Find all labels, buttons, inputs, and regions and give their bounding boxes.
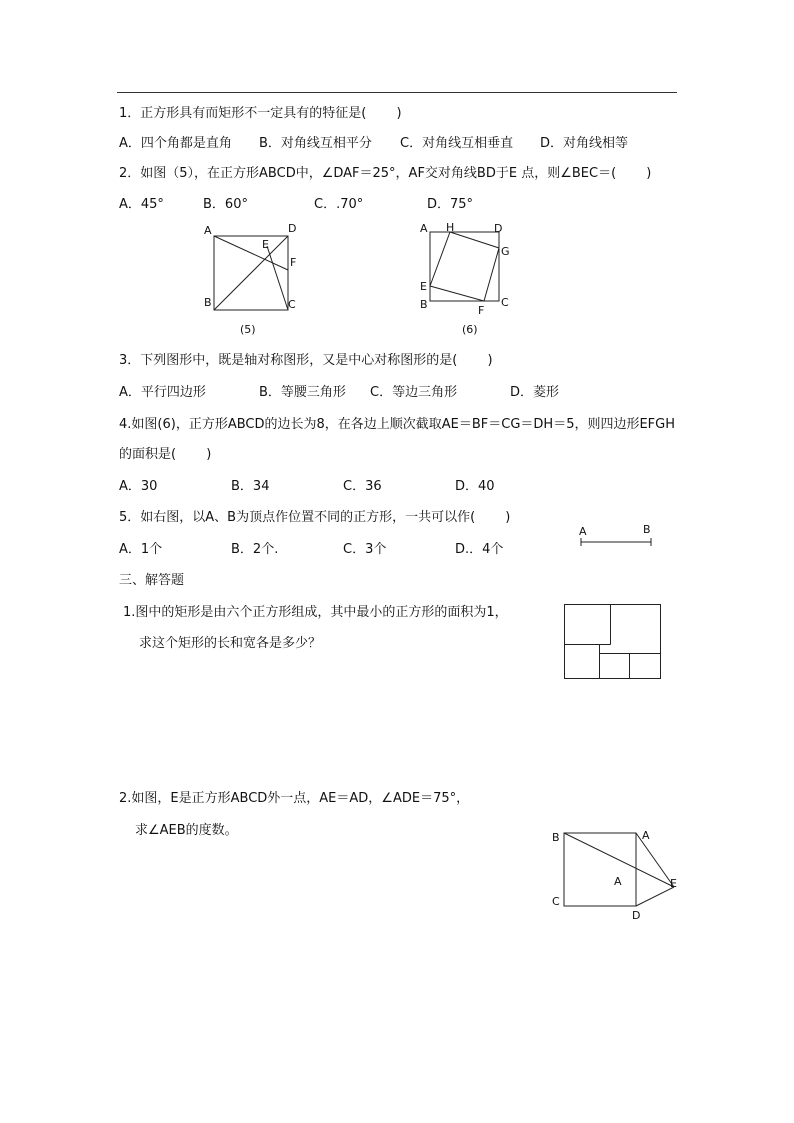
q5-label-a: A <box>579 525 587 538</box>
q4-option-c: C．36 <box>343 479 382 494</box>
fig6-label-e: E <box>420 280 427 293</box>
question-2: 2．如图（5），在正方形ABCD中，∠DAF＝25°，AF交对角线BD于E 点，则∠BEC＝( ) <box>119 166 652 181</box>
fig6-label-d: D <box>494 222 503 235</box>
q5-segment-figure <box>575 520 660 550</box>
q2-option-b: B．60° <box>203 197 248 212</box>
figure-5 <box>200 218 310 343</box>
q5-option-d: D.．4个 <box>455 542 504 557</box>
fig5-diagonal-bd <box>214 236 288 310</box>
q5-label-b: B <box>643 523 651 536</box>
fig5-label-d: D <box>288 222 297 235</box>
question-4-line-2: 的面积是( ) <box>119 447 212 462</box>
fig6-caption: (6) <box>462 323 478 336</box>
question-5: 5．如右图，以A、B为顶点作位置不同的正方形，一共可以作( ) <box>119 510 511 525</box>
fig5-label-a: A <box>204 224 212 237</box>
q3-option-b: B．等腰三角形 <box>259 385 346 400</box>
fig6-label-b: B <box>420 298 428 311</box>
problem-1-line-1: 1.图中的矩形是由六个正方形组成，其中最小的正方形的面积为1， <box>123 605 508 620</box>
q4-option-a: A．30 <box>119 479 158 494</box>
q5-option-a: A．1个 <box>119 542 163 557</box>
six-squares-figure <box>564 604 662 680</box>
q2-option-a: A．45° <box>119 197 164 212</box>
p2-label-b: B <box>552 831 560 844</box>
fig6-label-a: A <box>420 222 428 235</box>
p2-label-d: D <box>632 909 641 922</box>
fig5-segment-af <box>214 236 288 270</box>
fig6-label-f: F <box>478 304 485 317</box>
q1-option-c: C．对角线互相垂直 <box>400 136 514 151</box>
p2-square <box>564 833 636 906</box>
header-rule <box>117 92 677 93</box>
fig6-label-c: C <box>501 296 509 309</box>
fig5-label-c: C <box>288 298 296 311</box>
p2-segment-de <box>636 887 674 906</box>
fig5-label-e: E <box>262 238 269 251</box>
q4-option-d: D．40 <box>455 479 495 494</box>
q1-option-d: D．对角线相等 <box>540 136 629 151</box>
q3-option-c: C．等边三角形 <box>370 385 458 400</box>
q4-option-b: B．34 <box>231 479 270 494</box>
question-1: 1．正方形具有而矩形不一定具有的特征是( ) <box>119 106 402 121</box>
problem-2-line-2: 求∠AEB的度数。 <box>135 823 238 838</box>
p2-label-a-top: A <box>642 829 650 842</box>
fig5-segment-ec <box>267 246 288 310</box>
q1-option-b: B．对角线互相平分 <box>259 136 372 151</box>
question-3: 3．下列图形中，既是轴对称图形，又是中心对称图形的是( ) <box>119 353 493 368</box>
q2-option-d: D．75° <box>427 197 474 212</box>
problem-2-line-1: 2.如图，E是正方形ABCD外一点，AE＝AD，∠ADE＝75°， <box>119 791 470 806</box>
q5-option-b: B．2个. <box>231 542 279 557</box>
problem-2-figure <box>548 825 688 925</box>
q3-option-a: A．平行四边形 <box>119 385 206 400</box>
p2-label-c: C <box>552 895 560 908</box>
q5-option-c: C．3个 <box>343 542 387 557</box>
fig6-label-h: H <box>446 221 455 234</box>
p2-label-e: E <box>670 877 677 890</box>
q2-option-c: C．.70° <box>314 197 364 212</box>
fig5-label-b: B <box>204 296 212 309</box>
q3-option-d: D．菱形 <box>510 385 560 400</box>
rectangle-outline <box>565 605 661 679</box>
problem-1-line-2: 求这个矩形的长和宽各是多少？ <box>139 636 322 651</box>
q1-option-a: A．四个角都是直角 <box>119 136 232 151</box>
question-4-line-1: 4.如图(6)，正方形ABCD的边长为8，在各边上顺次截取AE＝BF＝CG＝DH＝5，则四边形EFGH <box>119 417 676 432</box>
figure-6 <box>412 218 522 343</box>
fig5-caption: (5) <box>240 323 256 336</box>
fig6-inner-square <box>430 232 499 301</box>
p2-label-a-mid: A <box>614 875 622 888</box>
fig6-outer-square <box>430 232 499 301</box>
section-title: 三、解答题 <box>119 573 185 588</box>
fig5-label-f: F <box>290 256 297 269</box>
fig6-label-g: G <box>501 245 510 258</box>
